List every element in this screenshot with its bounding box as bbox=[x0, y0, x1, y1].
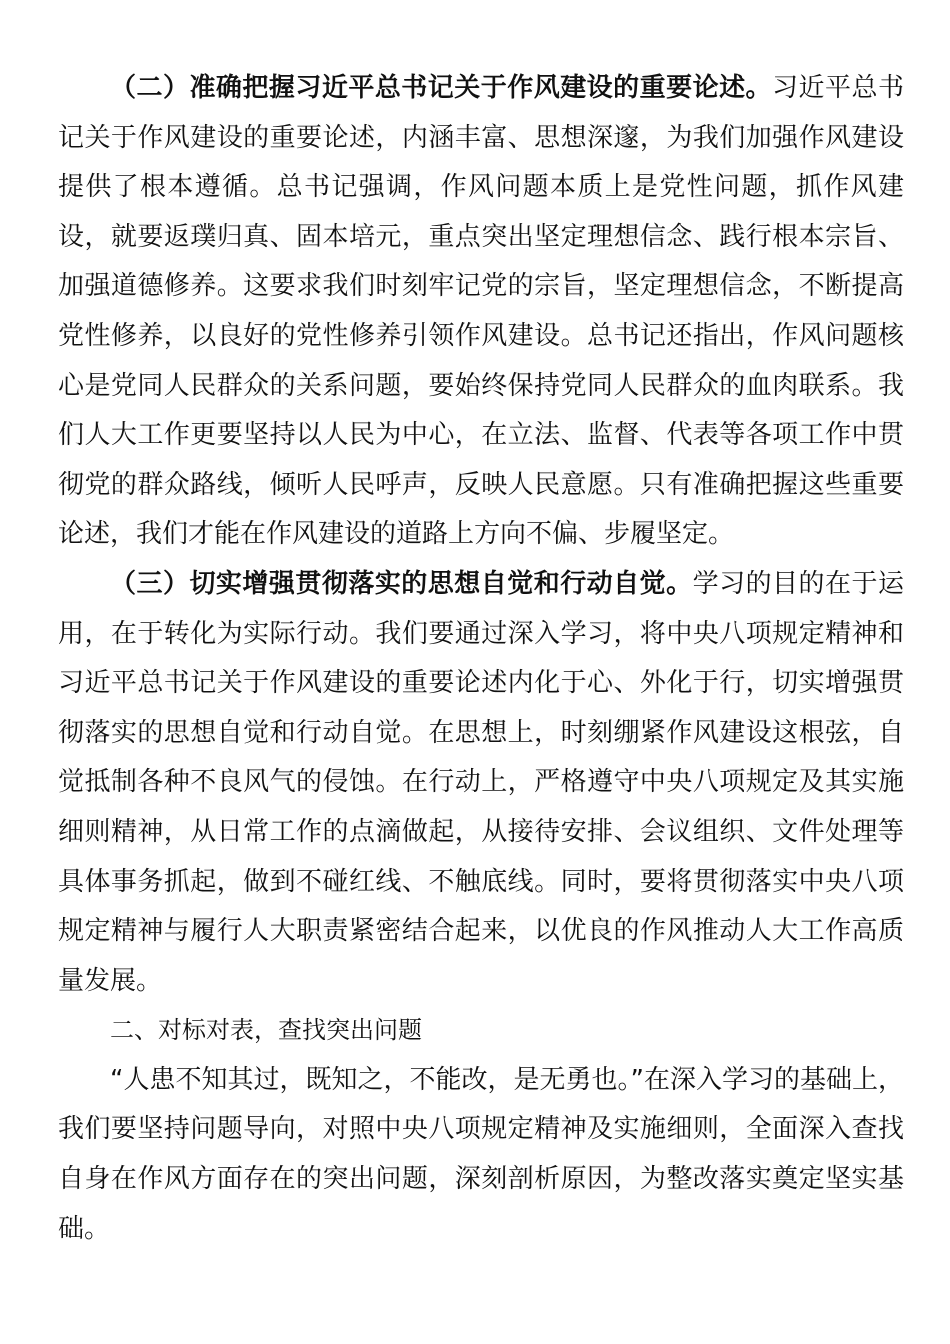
paragraph-section-2 bbox=[58, 64, 904, 560]
paragraph-section-3 bbox=[58, 560, 904, 1006]
part-two-heading: 二、对标对表，查找突出问题 bbox=[110, 1016, 422, 1045]
section-2-body: 习近平总书记关于作风建设的重要论述，内涵丰富、思想深邃，为我们加强作风建设提供了根本遵循。总书记强调，作风问题本质上是党性问题，抓作风建设，就要返璞归真、固本培元，重点突出坚定理想信念、践行根本宗旨、加强道德修养。这要求我们时刻牢记党的宗旨，坚定理想信念，不断提高党性修养，以良好的党性修养引领作风建设。总书记还指出，作风问题核心是党同人民群众的关系问题，要始终保持党同人民群众的血肉联系。我们人大工作更要坚持以人民为中心，在立法、监督、代表等各项工作中贯彻党的群众路线，倾听人民呼声，反映人民意愿。只有准确把握这些重要论述，我们才能在作风建设的道路上方向不偏、步履坚定。 bbox=[58, 73, 904, 550]
section-2-heading: （二）准确把握习近平总书记关于作风建设的重要论述。 bbox=[110, 73, 773, 103]
part-two-body: “人患不知其过，既知之，不能改，是无勇也。”在深入学习的基础上，我们要坚持问题导向，对照中央八项规定精神及实施细则，全面深入查找自身在作风方面存在的突出问题，深刻剖析原因，为整改落实奠定坚实基础。 bbox=[58, 1064, 904, 1244]
section-3-heading: （三）切实增强贯彻落实的思想自觉和行动自觉。 bbox=[110, 568, 693, 599]
section-3-body: 学习的目的在于运用，在于转化为实际行动。我们要通过深入学习，将中央八项规定精神和习近平总书记关于作风建设的重要论述内化于心、外化于行，切实增强贯彻落实的思想自觉和行动自觉。在思想上，时刻绷紧作风建设这根弦，自觉抵制各种不良风气的侵蚀。在行动上，严格遵守中央八项规定及其实施细则精神，从日常工作的点滴做起，从接待安排、会议组织、文件处理等具体事务抓起，做到不碰红线、不触底线。同时，要将贯彻落实中央八项规定精神与履行人大职责紧密结合起来，以优良的作风推动人大工作高质量发展。 bbox=[58, 568, 904, 996]
document-page bbox=[58, 64, 904, 1254]
